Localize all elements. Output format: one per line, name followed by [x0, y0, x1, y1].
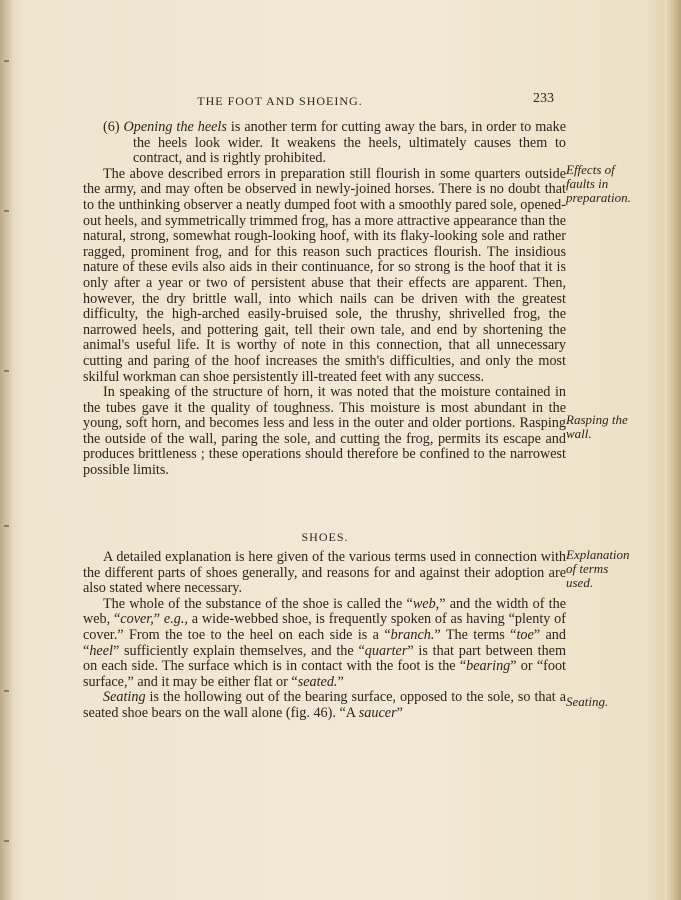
- paragraph-errors: The above described errors in preparation still flourish in some quarters outside the army, and may often be observed in newly-joined horses. There is no doubt that to the unthinking observer a neatly dumped foot with a smoothly pared sole, opened-out heels, and symmetrically trimmed frog, has a more attractive appearance than the natural, strong, somewhat rough-looking hoof, with its flaky-looking sole and rather ragged, prominent frog, and for this reason such practices flourish. The insidious nature of these evils also aids in their continuance, for so strong is the hoof that it is only after a year or two of persistent abuse that their effects are apparent. Then, however, the dry brittle wall, into which nails can be driven with the greatest difficulty, the high-arched easily-bruised sole, the thrushy, shrivelled frog, the narrowed heels, and pottering gait, tell their own tale, and end by shortening the animal's useful life. It is worthy of note in this connection, that all unnecessary cutting and paring of the hoof increases the smith's difficulties, and only the most skilful workman can shoe persistently ill-treated feet with any success.: [83, 165, 566, 385]
- binding-stitch: [4, 370, 9, 372]
- page-edge: [665, 0, 681, 900]
- term-seating: Seating: [103, 689, 146, 706]
- running-header: THE FOOT AND SHOEING.: [197, 94, 363, 108]
- body-text-upper: [83, 120, 566, 479]
- term-opening-heels: Opening the heels: [123, 119, 227, 135]
- page-gutter: [0, 0, 12, 900]
- section-heading: SHOES.: [301, 530, 349, 544]
- margin-note-explanation: Explanation of terms used.: [566, 547, 630, 590]
- margin-note-seating: Seating.: [566, 694, 609, 709]
- binding-stitch: [4, 525, 9, 527]
- paragraph-shoes-intro: A detailed explanation is here given of the various terms used in connection with the different parts of shoes generally, and reasons for and against their adoption are also stated where necessary.: [83, 549, 566, 597]
- binding-stitch: [4, 840, 9, 842]
- body-text-shoes: [83, 550, 566, 722]
- binding-stitch: [4, 690, 9, 692]
- binding-stitch: [4, 60, 9, 62]
- paragraph-seating: Seating is the hollowing out of the bearing surface, opposed to the sole, so that a seated shoe bears on the wall alone (fig. 46). “A saucer”: [83, 689, 566, 721]
- paragraph-shoe-terms: The whole of the substance of the shoe is called the “web,” and the width of the web, “cover,” e.g., a wide-webbed shoe, is frequently spoken of as having “plenty of cover.” From the toe to the heel on each side is a “branch.” The terms “toe” and “heel” sufficiently explain themselves, and the “quarter” is that part between them on each side. The surface which is in contact with the foot is the “bearing” or “foot surface,” and it may be either flat or “seated.”: [83, 595, 567, 690]
- paragraph-horn: In speaking of the structure of horn, it was noted that the moisture contained in the tubes gave it the quality of toughness. This moisture is most abundant in the young, soft horn, and becomes less and less in the outer and older portions. Rasping the outside of the wall, paring the sole, and cutting the frog, permits its escape and produces brittleness ; these operations should therefore be confined to the narrowest possible limits.: [83, 384, 566, 479]
- margin-note-effects: Effects of faults in preparation.: [566, 162, 631, 205]
- paragraph-opening-heels: (6) Opening the heels is another term for cutting away the bars, in order to make the heels look wider. It weakens the heels, ultimately causes them to contract, and is rightly prohibited.: [103, 119, 566, 167]
- binding-stitch: [4, 210, 9, 212]
- page-number: 233: [533, 91, 554, 106]
- margin-note-rasping: Rasping the wall.: [566, 412, 628, 441]
